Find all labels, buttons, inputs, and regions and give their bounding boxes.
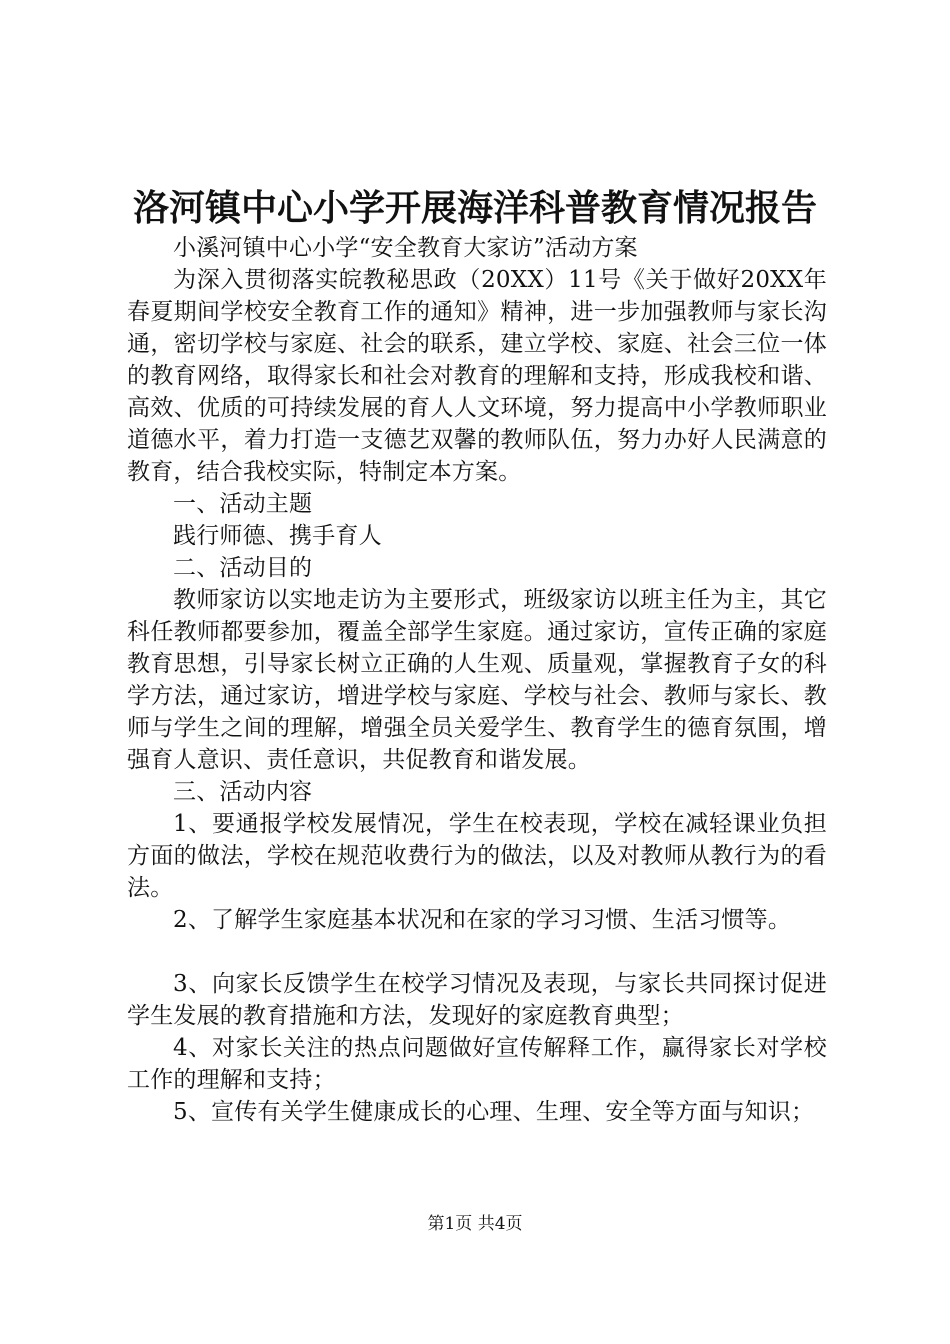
content-item-2: 2、了解学生家庭基本状况和在家的学习习惯、生活习惯等。 [173,907,792,933]
content-item-1: 1、要通报学校发展情况，学生在校表现，学校在减轻课业负担方面的做法，学校在规范收费行为的做法，以及对教师从教行为的看法。 [127,811,827,901]
theme-text: 践行师德、携手育人 [173,523,382,549]
purpose-paragraph: 教师家访以实地走访为主要形式，班级家访以班主任为主，其它科任教师都要参加，覆盖全部学生家庭。通过家访，宣传正确的家庭教育思想，引导家长树立正确的人生观、质量观，掌握教育子女的科学方法，通过家访，增进学校与家庭、学校与社会、教师与家长、教师与学生之间的理解，增强全员关爱学生、教育学生的德育氛围，增强育人意识、责任意识，共促教育和谐发展。 [127,587,827,773]
content-item-4: 4、对家长关注的热点问题做好宣传解释工作，赢得家长对学校工作的理解和支持； [127,1035,827,1093]
section-heading-purpose: 二、活动目的 [173,555,313,581]
section-heading-theme: 一、活动主题 [173,491,313,517]
intro-paragraph: 为深入贯彻落实皖教秘思政（20XX）11号《关于做好20XX年春夏期间学校安全教育工作的通知》精神，进一步加强教师与家长沟通，密切学校与家庭、社会的联系，建立学校、家庭、社会三位一体的教育网络，取得家长和社会对教育的理解和支持，形成我校和谐、高效、优质的可持续发展的育人人文环境，努力提高中小学教师职业道德水平，着力打造一支德艺双馨的教师队伍，努力办好人民满意的教育，结合我校实际，特制定本方案。 [127,267,827,485]
section-heading-content: 三、活动内容 [173,779,313,805]
document-body [127,232,827,1128]
document-title: 洛河镇中心小学开展海洋科普教育情况报告 [132,187,817,229]
content-item-5: 5、宣传有关学生健康成长的心理、生理、安全等方面与知识； [173,1099,815,1125]
content-item-3: 3、向家长反馈学生在校学习情况及表现，与家长共同探讨促进学生发展的教育措施和方法，发现好的家庭教育典型； [127,971,827,1029]
page-number: 第1页 共4页 [427,1214,523,1234]
plan-subtitle: 小溪河镇中心小学“安全教育大家访”活动方案 [173,235,638,261]
